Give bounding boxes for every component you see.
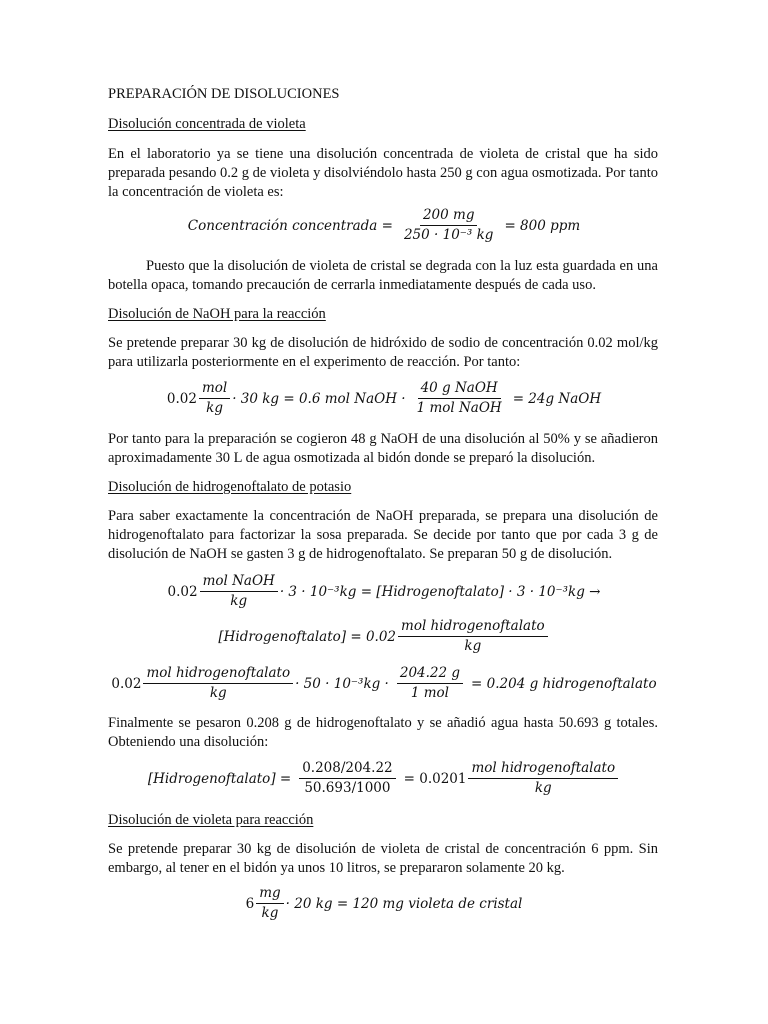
fraction-numerator: 0.208/204.22: [299, 760, 395, 779]
eq-lhs: Concentración concentrada =: [187, 217, 393, 234]
fraction-numerator: mol hidrogenoftalato: [143, 665, 293, 684]
equation-violeta: [0, 885, 768, 922]
fraction: [200, 573, 278, 610]
equation-hidrogenoftalato-1: [0, 573, 768, 610]
fraction-denominator: 1 mol: [410, 685, 450, 701]
eq-coefficient: 0.02: [111, 675, 142, 692]
fraction-numerator: mol hidrogenoftalato: [398, 618, 548, 637]
fraction: [256, 885, 283, 922]
fraction-denominator: kg: [230, 593, 248, 609]
eq-rhs: = 24g NaOH: [512, 390, 602, 407]
fraction: [401, 207, 496, 244]
fraction: [468, 760, 618, 797]
fraction-denominator: kg: [464, 638, 482, 654]
eq-coefficient: 6: [245, 895, 255, 912]
fraction-numerator: 200 mg: [420, 207, 478, 226]
eq-middle: = 0.0201: [403, 770, 467, 787]
equation-hidrogenoftalato-3: [0, 665, 768, 702]
equation-naoh: [0, 380, 768, 417]
fraction-numerator: mol: [199, 380, 230, 399]
fraction-denominator: kg: [209, 685, 227, 701]
equation-hidrogenoftalato-4: [0, 760, 768, 797]
fraction: [397, 665, 463, 702]
fraction-denominator: 250 · 10⁻³ kg: [403, 227, 494, 243]
eq-lhs: [Hidrogenoftalato] = 0.02: [218, 628, 397, 645]
eq-coefficient: 0.02: [166, 390, 197, 407]
fraction-denominator: kg: [206, 400, 223, 416]
eq-middle: · 50 · 10⁻³kg ·: [295, 675, 389, 692]
eq-rhs: · 3 · 10⁻³kg = [Hidrogenoftalato] · 3 · 10⁻³kg →: [279, 583, 601, 600]
eq-rhs: = 800 ppm: [504, 217, 581, 234]
fraction: [299, 760, 395, 797]
equation-hidrogenoftalato-2: [0, 618, 768, 655]
fraction-denominator: kg: [534, 780, 552, 796]
eq-coefficient: 0.02: [167, 583, 198, 600]
paragraph: Se pretende preparar 30 kg de disolución de hidróxido de sodio de concentración 0.02 mol/kg para utilizarla posteriormente en el experimento de reacción. Por tanto:: [108, 335, 658, 370]
paragraph: En el laboratorio ya se tiene una disolución concentrada de violeta de cristal que ha sido preparada pesando 0.2 g de violeta y disolviéndolo hasta 250 g con agua osmotizada. Por tanto la concentración de violeta es:: [108, 146, 658, 200]
fraction-numerator: 204.22 g: [397, 665, 463, 684]
paragraph: Finalmente se pesaron 0.208 g de hidrogenoftalato y se añadió agua hasta 50.693 g totales. Obteniendo una disolución:: [108, 715, 658, 750]
eq-rhs: = 0.204 g hidrogenoftalato: [471, 675, 657, 692]
fraction: [414, 380, 505, 417]
eq-rhs: · 20 kg = 120 mg violeta de cristal: [285, 895, 523, 912]
paragraph: Puesto que la disolución de violeta de cristal se degrada con la luz esta guardada en una botella opaca, tomando precaución de cerrarla inmediatamente después de cada uso.: [108, 258, 658, 293]
section-heading-violeta-reaccion: Disolución de violeta para reacción: [108, 812, 314, 828]
section-heading-violeta-concentrada: Disolución concentrada de violeta: [108, 116, 306, 132]
fraction-denominator: 1 mol NaOH: [416, 400, 502, 416]
fraction: [398, 618, 548, 655]
fraction-numerator: mol hidrogenoftalato: [468, 760, 618, 779]
fraction-numerator: 40 g NaOH: [418, 380, 501, 399]
paragraph: Por tanto para la preparación se cogieron 48 g NaOH de una disolución al 50% y se añadieron aproximadamente 30 L de agua osmotizada al bidón donde se preparó la disolución.: [108, 431, 658, 466]
section-heading-naoh: Disolución de NaOH para la reacción: [108, 306, 326, 322]
fraction-denominator: 50.693/1000: [304, 780, 391, 796]
fraction-denominator: kg: [261, 905, 279, 921]
paragraph: Se pretende preparar 30 kg de disolución de violeta de cristal de concentración 6 ppm. Sin embargo, al tener en el bidón ya unos 10 litros, se prepararon solamente 20 kg.: [108, 841, 658, 876]
eq-lhs: [Hidrogenoftalato] =: [147, 770, 292, 787]
fraction: [199, 380, 230, 417]
fraction-numerator: mol NaOH: [200, 573, 278, 592]
page-title: PREPARACIÓN DE DISOLUCIONES: [108, 86, 340, 102]
paragraph: Para saber exactamente la concentración de NaOH preparada, se prepara una disolución de hidrogenoftalato para factorizar la sosa preparada. Se decide por tanto que por cada 3 g de disolución de NaOH se gasten 3 g de hidrogenoftalato. Se preparan 50 g de disolución.: [108, 508, 658, 562]
fraction-numerator: mg: [256, 885, 283, 904]
equation-concentracion: [0, 207, 768, 244]
section-heading-hidrogenoftalato: Disolución de hidrogenoftalato de potasio: [108, 479, 352, 495]
eq-middle: · 30 kg = 0.6 mol NaOH ·: [232, 390, 406, 407]
fraction: [143, 665, 293, 702]
